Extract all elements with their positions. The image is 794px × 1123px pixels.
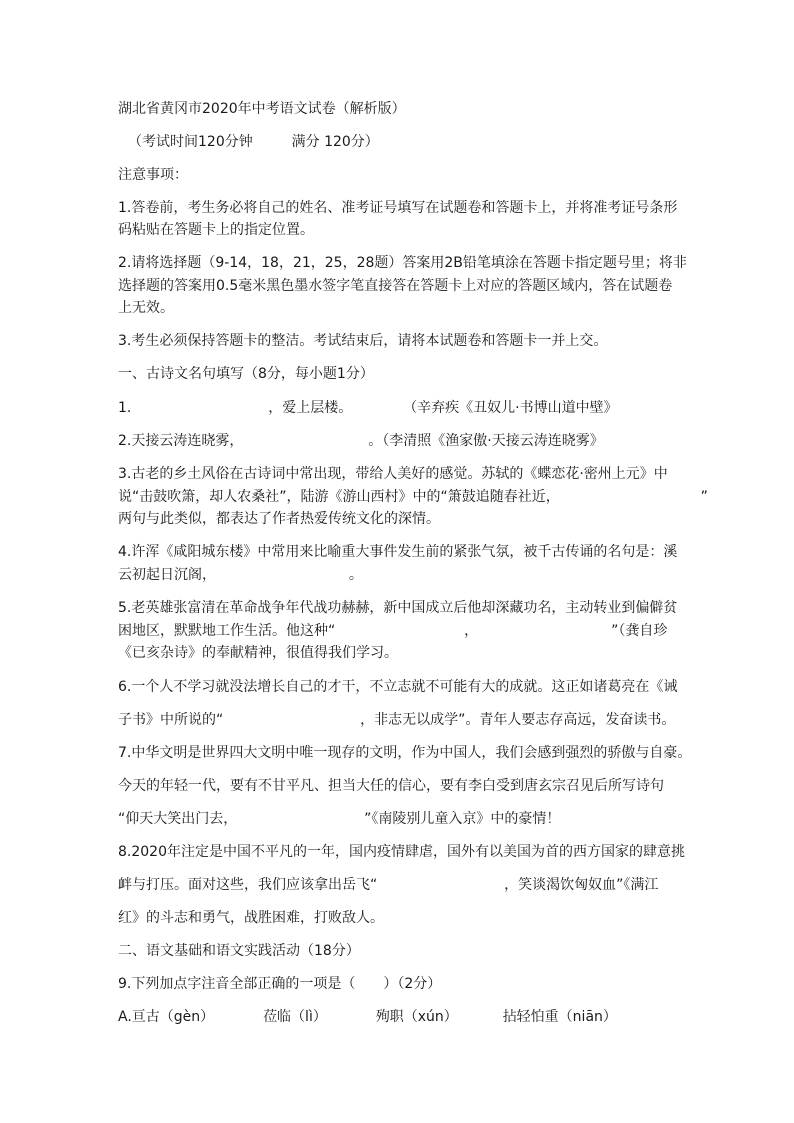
q4-text-1: 4.许浑《咸阳城东楼》中常用来比喻重大事件发生前的紧张气氛，被千古传诵的名句是：溪 (118, 544, 678, 560)
q5-text-2b: ， (464, 623, 479, 639)
question-4-line-1 (118, 541, 688, 563)
note-3-text: 3.考生必须保持答题卡的整洁。考试结束后，请将本试题卷和答题卡一并上交。 (118, 333, 608, 349)
section-2-heading-text: 二、语文基础和语文实践活动（18分） (118, 943, 360, 959)
question-2 (118, 430, 688, 452)
q2-text-b: 。（李清照《渔家傲·天接云涛连晓雾》 (368, 433, 604, 449)
note-2-text-3: 上无效。 (118, 300, 174, 316)
note-2-line-3 (118, 297, 688, 319)
q7-text-1: 7.中华文明是世界四大文明中唯一现存的文明，作为中国人，我们会感到强烈的骄傲与自豪。 (118, 745, 692, 761)
section-1-heading-text: 一、古诗文名句填写（8分，每小题1分） (118, 366, 374, 382)
question-3-line-1 (118, 463, 688, 485)
exam-score: 满分 120分） (291, 134, 379, 150)
q3-text-3: 两句与此类似，都表达了作者热爱传统文化的深情。 (118, 511, 440, 527)
q2-text-a: 2.天接云涛连晓雾， (118, 433, 244, 449)
q5-text-3: 《已亥杂诗》的奉献精神，很值得我们学习。 (118, 645, 398, 661)
q8-text-3: 红》的斗志和勇气，战胜困难，打败敌人。 (118, 910, 384, 926)
question-9 (118, 973, 688, 995)
question-7-line-2 (118, 775, 688, 797)
question-5-line-1 (118, 597, 688, 619)
q8-text-2a: 衅与打压。面对这些，我们应该拿出岳飞“ (118, 877, 378, 893)
q6-text-2b: ，非志无以成学”。青年人要志存高远，发奋读书。 (360, 712, 676, 728)
q7-text-3a: “仰天大笑出门去， (118, 811, 238, 827)
notes-heading-text: 注意事项： (118, 167, 188, 183)
exam-time: （考试时间120分钟 (128, 134, 253, 150)
option-a-label: A. (118, 1009, 132, 1025)
q4-text-2b: 。 (348, 567, 363, 583)
question-5-line-2 (118, 620, 688, 642)
q6-text-2a: 子书》中所说的“ (118, 712, 224, 728)
question-8-line-1 (118, 841, 688, 863)
note-2-line-1 (118, 252, 688, 274)
question-6-line-1 (118, 676, 688, 698)
exam-title (118, 98, 688, 120)
note-2-text-2: 选择题的答案用0.5毫米黑色墨水签字笔直接答在答题卡上对应的答题区域内，答在试题卷 (118, 278, 673, 294)
question-9-option-a (118, 1006, 688, 1028)
q1-number: 1. (118, 400, 132, 416)
question-4-line-2 (118, 564, 688, 586)
question-6-line-2 (118, 709, 688, 731)
question-7-line-1 (118, 742, 692, 764)
q1-text: ，爱上层楼。 (268, 400, 353, 416)
section-2-heading (118, 940, 688, 962)
q9-text: 9.下列加点字注音全部正确的一项是（ ）（2分） (118, 976, 442, 992)
q3-text-2a: 说“击鼓吹箫，却人农桑社”，陆游《游山西村》中的“箫鼓追随春社近， (118, 489, 560, 505)
q7-text-3b: ”《南陵别儿童入京》中的豪情！ (364, 811, 561, 827)
note-3 (118, 330, 688, 352)
question-7-line-3 (118, 808, 688, 830)
option-a-item-2: 莅临（lì） (263, 1009, 327, 1025)
question-5-line-3 (118, 642, 688, 664)
q3-text-1: 3.古老的乡土风俗在古诗词中常出现，带给人美好的感觉。苏轼的《蝶恋花·密州上元》中 (118, 466, 668, 482)
option-a-item-3: 殉职（xún） (375, 1009, 458, 1025)
exam-info (128, 131, 698, 153)
note-1-line-1 (118, 197, 688, 219)
notes-heading (118, 164, 688, 186)
section-1-heading (118, 363, 688, 385)
note-1-text-2: 码粘贴在答题卡上的指定位置。 (118, 222, 314, 238)
q7-text-2: 今天的年轻一代，要有不甘平凡、担当大任的信心，要有李白受到唐玄宗召见后所写诗句 (118, 778, 664, 794)
question-3-line-2 (118, 486, 708, 508)
note-2-line-2 (118, 275, 688, 297)
q8-text-1: 8.2020年注定是中国不平凡的一年，国内疫情肆虐，国外有以美国为首的西方国家的肆意挑 (118, 844, 685, 860)
question-1 (118, 397, 688, 419)
option-a-item-1: 亘古（gèn） (131, 1009, 215, 1025)
q3-text-2b: ” (700, 489, 708, 505)
question-8-line-2 (118, 874, 688, 896)
option-a-item-4: 拈轻怕重（niān） (502, 1009, 617, 1025)
q8-text-2b: ，笑谈渴饮匈奴血”《满江 (504, 877, 659, 893)
q5-text-1: 5.老英雄张富清在革命战争年代战功赫赫，新中国成立后他却深藏功名，主动转业到偏僻贫 (118, 600, 678, 616)
note-2-text-1: 2.请将选择题（9-14，18，21，25，28题）答案用2B铅笔填涂在答题卡指定题号里；将非 (118, 255, 687, 271)
q1-source: （辛弃疾《丑奴儿·书博山道中壁》 (403, 400, 618, 416)
title-text: 湖北省黄冈市2020年中考语文试卷（解析版） (118, 101, 406, 117)
note-1-text-1: 1.答卷前，考生务必将自己的姓名、准考证号填写在试题卷和答题卡上，并将准考证号条形 (118, 200, 678, 216)
q4-text-2a: 云初起日沉阁， (118, 567, 216, 583)
note-1-line-2 (118, 219, 688, 241)
q5-text-2a: 困地区，默默地工作生活。他这种“ (118, 623, 336, 639)
q5-text-2c: ”（龚自珍 (611, 623, 668, 639)
question-8-line-3 (118, 907, 688, 929)
q6-text-1: 6.一个人不学习就没法增长自己的才干，不立志就不可能有大的成就。这正如诸葛亮在《诫 (118, 679, 678, 695)
question-3-line-3 (118, 508, 688, 530)
